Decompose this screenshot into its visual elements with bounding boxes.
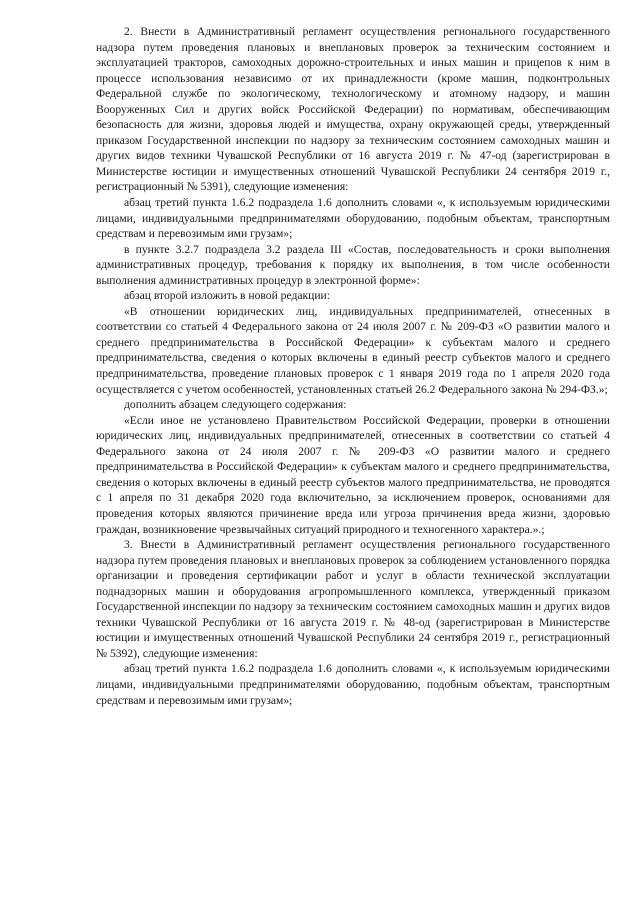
paragraph-item-2: 2. Внести в Административный регламент осуществления регионального государственного надзора путем проведения плановых и внеплановых проверок за техническим состоянием и эксплуатацией тракторов, самоходных дорожно-строительных и иных машин и прицепов к ним в процессе использования независимо от их принадлежности (кроме машин, подконтрольных Федеральной службе по экологическому, технологическому и атомному надзору, и машин Вооруженных Сил и других войск Российской Федерации) по нормативам, обеспечивающим безопасность для жизни, здоровья людей и имущества, охрану окружающей среды, утвержденный приказом Государственной инспекции по надзору за техническим состоянием самоходных машин и других видов техники Чувашской Республики от 16 августа 2019 г. № 47-од (зарегистрирован в Министерстве юстиции и имущественных отношений Чувашской Республики 24 сентября 2019 г., регистрационный № 5391), следующие изменения: [96, 25, 610, 194]
paragraph-item-3: 3. Внести в Административный регламент осуществления регионального государственного надзора путем проведения плановых и внеплановых проверок за соблюдением установленного порядка организации и проведения сертификации работ и услуг в области технической эксплуатации поднадзорных машин и оборудования агропромышленного комплекса, утвержденный приказом Государственной инспекции по надзору за техническим состоянием самоходных машин и других видов техники Чувашской Республики от 16 августа 2019 г. № 48-од (зарегистрирован в Министерстве юстиции и имущественных отношений Чувашской Республики 24 сентября 2019 г., регистрационный № 5392), следующие изменения: [96, 538, 610, 660]
paragraph-amend-1-6-2: абзац третий пункта 1.6.2 подраздела 1.6 дополнить словами «, к используемым юридическими лицами, индивидуальными предпринимателями оборудованию, подобным объектам, транспортным средствам и перевозимым ими грузам»; [96, 196, 610, 241]
paragraph-amend-3-2-7: в пункте 3.2.7 подраздела 3.2 раздела III «Состав, последовательность и сроки выполнения административных процедур, требования к порядку их выполнения, в том числе особенности выполнения административных процедур в электронной форме»: [96, 242, 610, 287]
paragraph-add-abzac: дополнить абзацем следующего содержания: [124, 398, 347, 412]
paragraph-new-abzac-text: «Если иное не установлено Правительством Российской Федерации, проверки в отношении юридических лиц, индивидуальных предпринимателей, отнесенных в соответствии со статьей 4 Федерального закона от 24 июля 2007 г. № 209-ФЗ «О развитии малого и среднего предпринимательства в Российской Федерации» к субъектам малого и среднего предпринимательства, сведения о которых включены в единый реестр субъектов малого предпринимательства, не проводятся с 1 апреля по 31 декабря 2020 года включительно, за исключением проверок, основаниями для проведения которых являются причинение вреда или угроза причинения вреда жизни, здоровью граждан, возникновение чрезвычайных ситуаций природного и техногенного характера.».; [96, 413, 610, 536]
paragraph-second-abzac: абзац второй изложить в новой редакции: [124, 289, 330, 303]
paragraph-new-wording: «В отношении юридических лиц, индивидуальных предпринимателей, отнесенных в соответствии со статьей 4 Федерального закона от 24 июля 2007 г. № 209-ФЗ «О развитии малого и среднего предпринимательства в Российской Федерации» к субъектам малого и среднего предпринимательства, сведения о которых включены в единый реестр субъектов малого и среднего предпринимательства, проведение плановых проверок с 1 января 2019 года по 1 апреля 2020 года осуществляется с учетом особенностей, установленных статьей 26.2 Федерального закона № 294-ФЗ.»; [96, 304, 610, 396]
paragraph-amend-1-6-2-second: абзац третий пункта 1.6.2 подраздела 1.6 дополнить словами «, к используемым юридическими лицами, индивидуальными предпринимателями оборудованию, подобным объектам, транспортным средствам и перевозимым ими грузам»; [96, 662, 610, 707]
